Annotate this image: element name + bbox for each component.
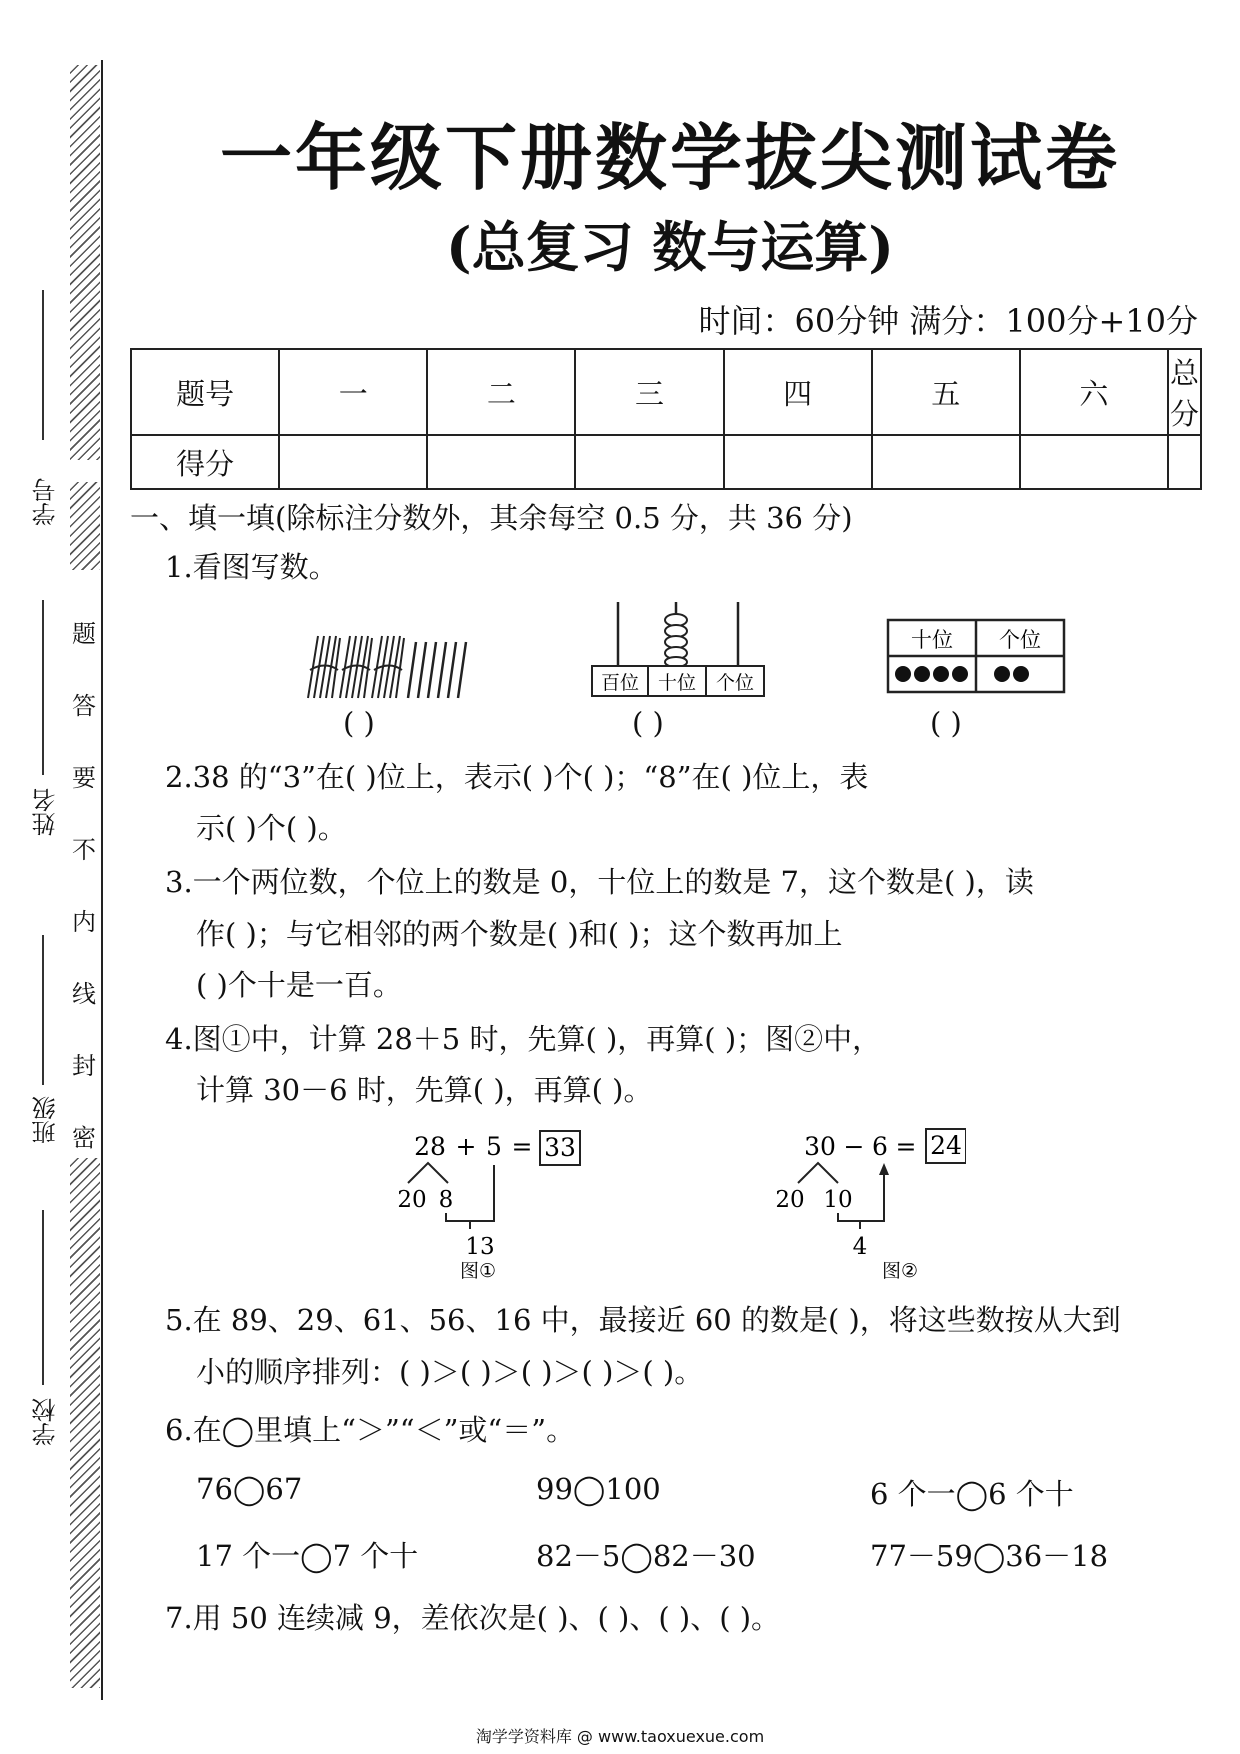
page-title: 一年级下册数学拔尖测试卷: [219, 115, 1120, 200]
fig2-split2: 10: [823, 1187, 853, 1213]
counting-dot: [1013, 666, 1029, 682]
label-student-id: 学号: [32, 478, 60, 526]
score-blank-cell[interactable]: [1020, 435, 1168, 489]
compare-right: 100: [605, 1472, 661, 1506]
fig2-split1: 20: [775, 1187, 805, 1213]
seal-char: 不: [72, 836, 96, 864]
answer-blank-1b[interactable]: ( ): [632, 706, 664, 740]
binding-rule-1: [42, 290, 44, 440]
score-cell: 五: [872, 349, 1020, 435]
label-school: 学校: [32, 1398, 60, 1446]
fig1-eq: =: [511, 1132, 533, 1161]
score-cell: 二: [427, 349, 575, 435]
compare-circle[interactable]: ◯: [572, 1472, 606, 1506]
compare-circle[interactable]: ◯: [620, 1539, 653, 1573]
compare-circle[interactable]: ◯: [300, 1539, 333, 1573]
fig1-result: 33: [544, 1133, 576, 1162]
stick-bundles-figure: [300, 628, 470, 708]
compare-item: [536, 1534, 756, 1575]
single-sticks: [408, 642, 466, 698]
question-2-line-1: 2.38 的“3”在( )位上，表示( )个( )；“8”在( )位上，表: [165, 760, 869, 794]
seal-char: 内: [72, 908, 96, 936]
seal-char: 要: [72, 764, 96, 792]
stick-bundle: [340, 636, 372, 698]
compare-right: 6 个十: [988, 1477, 1074, 1511]
figure-1-addition: [390, 1125, 590, 1280]
fig1-split1: 20: [397, 1187, 427, 1213]
compare-right: 36－18: [1005, 1539, 1109, 1573]
counting-dot: [933, 666, 949, 682]
abacus-label: 百位: [600, 672, 640, 694]
compare-item: [870, 1472, 1074, 1513]
seal-char: 线: [72, 980, 96, 1008]
binding-rule-4: [42, 1210, 44, 1385]
compare-circle[interactable]: ◯: [972, 1539, 1006, 1573]
score-cell: 总分: [1168, 349, 1201, 435]
label-class: 班级: [32, 1096, 60, 1144]
binding-hatch-bottom: [70, 1158, 100, 1688]
score-cell: 三: [575, 349, 723, 435]
fig1-partial: 13: [465, 1234, 495, 1260]
fig2-b: 6: [872, 1132, 888, 1161]
score-blank-cell[interactable]: [724, 435, 872, 489]
fig2-eq: =: [895, 1132, 917, 1161]
compare-left: 77－59: [870, 1539, 973, 1573]
fig2-a: 30: [804, 1132, 836, 1161]
binding-line: [101, 60, 103, 1700]
section-heading: 一、填一填(除标注分数外，其余每空 0.5 分，共 36 分): [130, 501, 853, 535]
compare-left: 76: [196, 1472, 233, 1506]
compare-item: [196, 1534, 418, 1575]
stick-bundle: [308, 636, 340, 698]
fig2-op: −: [843, 1132, 865, 1161]
label-name: 姓名: [32, 788, 60, 836]
figure-2-subtraction: [766, 1125, 966, 1280]
binding-rule-3: [42, 935, 44, 1085]
seal-char: 答: [72, 692, 96, 720]
abacus-label: 个位: [715, 672, 755, 694]
compare-right: 67: [265, 1472, 303, 1506]
fig2-partial: 4: [852, 1234, 868, 1260]
page-subtitle: (总复习 数与运算): [446, 215, 894, 279]
place-value-figure: [886, 618, 1066, 694]
compare-left: 99: [536, 1472, 573, 1506]
counting-dot: [895, 666, 911, 682]
answer-blank-1c[interactable]: ( ): [930, 706, 962, 740]
fig1-b: 5: [486, 1132, 502, 1161]
seal-char: 题: [72, 620, 96, 648]
compare-item: [536, 1472, 661, 1506]
question-3-line-1: 3.一个两位数，个位上的数是 0，十位上的数是 7，这个数是( )，读: [165, 865, 1034, 899]
footer-watermark: 淘学学资料库 @ www.taoxuexue.com: [475, 1727, 765, 1746]
counting-dot: [952, 666, 968, 682]
compare-left: 17 个一: [196, 1539, 301, 1573]
score-blank-cell[interactable]: [427, 435, 575, 489]
compare-circle[interactable]: ◯: [955, 1477, 989, 1511]
binding-hatch-middle: [70, 482, 100, 570]
score-cell: 一: [279, 349, 427, 435]
compare-left: 82－5: [536, 1539, 621, 1573]
fig1-split2: 8: [438, 1187, 454, 1213]
fig1-caption: 图①: [459, 1260, 497, 1280]
place-header-ones: 个位: [999, 628, 1041, 652]
exam-meta: 时间：60分钟 满分：100分+10分: [698, 302, 1198, 340]
score-table-header-row: [131, 349, 1201, 435]
score-table: [130, 348, 1202, 490]
question-7: 7.用 50 连续减 9，差依次是( )、( )、( )、( )。: [165, 1601, 781, 1635]
fig1-a: 28: [414, 1132, 446, 1161]
compare-item: [196, 1472, 302, 1506]
compare-circle[interactable]: ◯: [232, 1472, 266, 1506]
compare-right: 7 个十: [332, 1539, 419, 1573]
compare-item: [870, 1534, 1108, 1575]
score-cell: 题号: [131, 349, 279, 435]
question-3-line-2: 作( )；与它相邻的两个数是( )和( )；这个数再加上: [196, 917, 843, 951]
score-blank-cell[interactable]: [1168, 435, 1201, 489]
compare-right: 82－30: [652, 1539, 756, 1573]
question-5-line-1: 5.在 89、29、61、56、16 中，最接近 60 的数是( )，将这些数按从大到: [165, 1303, 1121, 1337]
abacus-label: 十位: [657, 672, 697, 694]
question-2-line-2: 示( )个( )。: [196, 811, 347, 845]
question-1: 1.看图写数。: [165, 550, 338, 584]
place-header-tens: 十位: [911, 628, 953, 652]
score-cell: 六: [1020, 349, 1168, 435]
abacus-figure: [590, 600, 770, 700]
seal-char: 密: [72, 1124, 96, 1152]
fig2-result: 24: [930, 1131, 962, 1160]
question-3-line-3: ( )个十是一百。: [196, 968, 402, 1002]
binding-rule-2: [42, 600, 44, 775]
score-cell: 得分: [131, 435, 279, 489]
answer-blank-1a[interactable]: ( ): [343, 706, 375, 740]
counting-dot: [914, 666, 930, 682]
binding-hatch-top: [70, 65, 100, 460]
score-cell: 四: [724, 349, 872, 435]
question-5-line-2: 小的顺序排列：( )＞( )＞( )＞( )＞( )。: [196, 1355, 704, 1389]
score-table-score-row: [131, 435, 1201, 489]
question-4-line-2: 计算 30－6 时，先算( )，再算( )。: [196, 1073, 653, 1107]
question-4-line-1: 4.图①中，计算 28＋5 时，先算( )，再算( )；图②中，: [165, 1022, 882, 1056]
fig2-caption: 图②: [881, 1260, 919, 1280]
seal-char: 封: [72, 1052, 96, 1080]
stick-bundle: [372, 636, 404, 698]
question-6: 6.在◯里填上“＞”“＜”或“＝”。: [165, 1413, 576, 1447]
score-blank-cell[interactable]: [279, 435, 427, 489]
fig1-op: +: [455, 1132, 477, 1161]
score-blank-cell[interactable]: [575, 435, 723, 489]
score-blank-cell[interactable]: [872, 435, 1020, 489]
counting-dot: [994, 666, 1010, 682]
compare-left: 6 个一: [870, 1477, 956, 1511]
